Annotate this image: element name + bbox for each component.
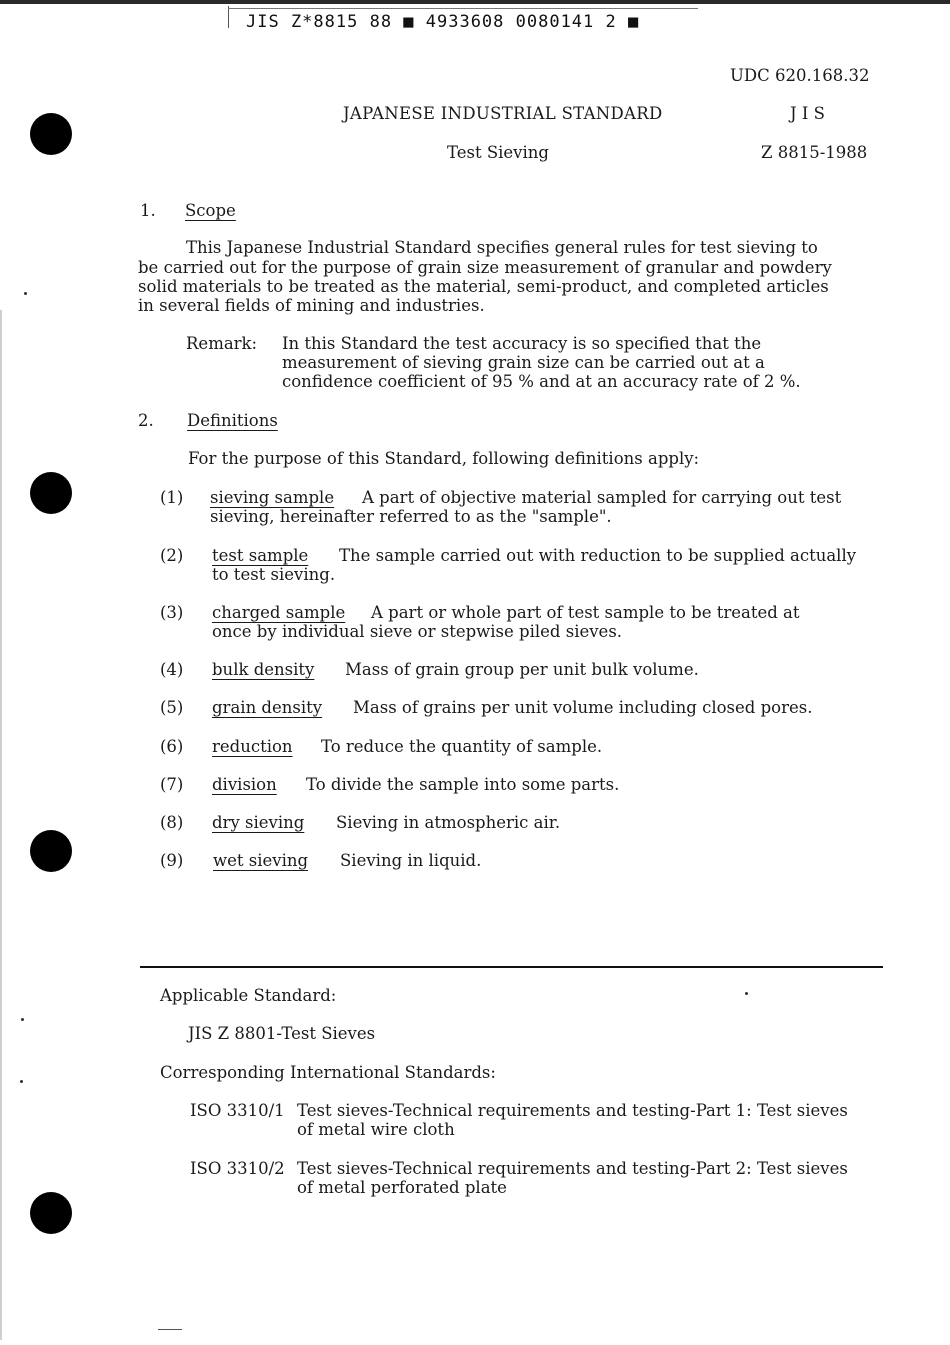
definition-text: Mass of grain group per unit bulk volume. <box>345 660 699 679</box>
footnote-divider <box>140 966 883 968</box>
standard-number: Z 8815-1988 <box>761 143 868 162</box>
definition-text: Mass of grains per unit volume including closed pores. <box>353 698 813 717</box>
iso-text: Test sieves-Technical requirements and testing-Part 2: Test sieves <box>297 1159 848 1178</box>
definition-term: charged sample <box>212 603 346 622</box>
binder-hole <box>30 1192 72 1234</box>
definition-number: (4) <box>160 660 184 679</box>
definition-term: wet sieving <box>213 851 309 870</box>
scan-mark <box>158 1329 182 1330</box>
definition-term: dry sieving <box>212 813 305 832</box>
definition-text: To reduce the quantity of sample. <box>321 737 603 756</box>
definition-number: (8) <box>160 813 184 832</box>
definition-number: (7) <box>160 775 184 794</box>
definition-term: reduction <box>212 737 293 756</box>
definition-term: test sample <box>212 546 309 565</box>
document-header-code: JIS Z*8815 88 ■ 4933608 0080141 2 ■ <box>246 12 640 32</box>
binder-hole <box>30 113 72 155</box>
iso-text: of metal wire cloth <box>297 1120 455 1139</box>
definition-text: To divide the sample into some parts. <box>306 775 620 794</box>
scope-line: This Japanese Industrial Standard specifies general rules for test sieving to <box>186 238 818 257</box>
applicable-standard-item: JIS Z 8801-Test Sieves <box>188 1024 376 1043</box>
remark-line: In this Standard the test accuracy is so specified that the <box>282 334 762 353</box>
section-heading-definitions: Definitions <box>187 411 278 430</box>
udc-number: UDC 620.168.32 <box>730 66 870 85</box>
section-number: 2. <box>138 411 154 430</box>
definition-text: The sample carried out with reduction to be supplied actually <box>339 546 857 565</box>
remark-label: Remark: <box>186 334 258 353</box>
binder-hole <box>30 472 72 514</box>
definition-number: (6) <box>160 737 184 756</box>
definition-text: once by individual sieve or stepwise piled sieves. <box>212 622 623 641</box>
definitions-intro: For the purpose of this Standard, following definitions apply: <box>188 449 700 468</box>
jis-mark: J I S <box>790 104 825 123</box>
scan-speck <box>745 992 748 995</box>
iso-code: ISO 3310/2 <box>190 1159 285 1178</box>
definition-number: (5) <box>160 698 184 717</box>
definition-number: (9) <box>160 851 184 870</box>
binder-hole <box>30 830 72 872</box>
scan-speck <box>20 1080 23 1083</box>
iso-text: Test sieves-Technical requirements and testing-Part 1: Test sieves <box>297 1101 848 1120</box>
definition-text: A part of objective material sampled for carrying out test <box>362 488 842 507</box>
definition-number: (3) <box>160 603 184 622</box>
definition-text: A part or whole part of test sample to be treated at <box>371 603 800 622</box>
definition-term: bulk density <box>212 660 315 679</box>
definition-text: to test sieving. <box>212 565 336 584</box>
definition-number: (1) <box>160 488 184 507</box>
definition-text: Sieving in liquid. <box>340 851 482 870</box>
iso-code: ISO 3310/1 <box>190 1101 285 1120</box>
iso-text: of metal perforated plate <box>297 1178 507 1197</box>
scan-mark <box>228 6 229 28</box>
section-number: 1. <box>140 201 156 220</box>
scan-edge <box>0 310 2 1340</box>
definition-text: sieving, hereinafter referred to as the "sample". <box>210 507 612 526</box>
international-standards-label: Corresponding International Standards: <box>160 1063 496 1082</box>
scan-speck <box>24 292 27 295</box>
document-title: Test Sieving <box>447 143 549 162</box>
organization-name: JAPANESE INDUSTRIAL STANDARD <box>343 104 663 123</box>
scan-speck <box>21 1018 24 1021</box>
scan-top-border <box>0 0 950 4</box>
scope-line: in several fields of mining and industries. <box>138 296 485 315</box>
scan-mark-line <box>228 8 698 9</box>
definition-number: (2) <box>160 546 184 565</box>
remark-line: measurement of sieving grain size can be carried out at a <box>282 353 765 372</box>
definition-term: grain density <box>212 698 323 717</box>
remark-line: confidence coefficient of 95 % and at an accuracy rate of 2 %. <box>282 372 801 391</box>
scope-line: solid materials to be treated as the material, semi-product, and completed articles <box>138 277 829 296</box>
definition-text: Sieving in atmospheric air. <box>336 813 561 832</box>
definition-term: sieving sample <box>210 488 335 507</box>
scope-line: be carried out for the purpose of grain size measurement of granular and powdery <box>138 258 832 277</box>
applicable-standard-label: Applicable Standard: <box>160 986 337 1005</box>
definition-term: division <box>212 775 277 794</box>
section-heading-scope: Scope <box>185 201 236 220</box>
